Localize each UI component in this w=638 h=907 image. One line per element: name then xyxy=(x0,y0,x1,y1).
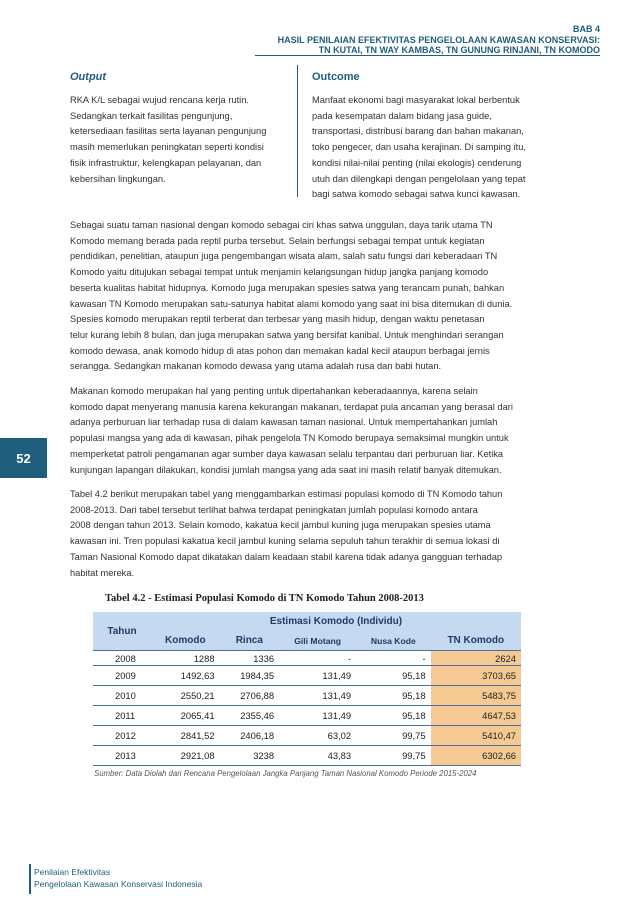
column-header-gili-motang: Gili Motang xyxy=(279,631,356,651)
cell-rinca: 2706,88 xyxy=(220,686,280,706)
table-row xyxy=(93,666,521,686)
page-number-tab xyxy=(0,438,47,478)
body-paragraph-1 xyxy=(70,218,556,375)
footer-accent-bar xyxy=(29,864,31,894)
cell-komodo: 1492,63 xyxy=(151,666,220,686)
body-line: kunjungan lapangan dilakukan, kondisi jumlah mangsa yang ada saat ini masih relatif banyak ditemukan. xyxy=(70,464,502,475)
body-line: Spesies komodo merupakan reptil terberat dan terbesar yang masih hidup, dengan waktu penetasan xyxy=(70,314,485,325)
table-row xyxy=(93,746,521,766)
column-divider xyxy=(297,65,298,197)
body-line: beserta kualitas habitat hidupnya. Komodo juga merupakan spesies satwa yang terancam punah, bahkan xyxy=(70,282,505,293)
body-line: Sebagai suatu taman nasional dengan komodo sebagai ciri khas satwa unggulan, daya tarik utama TN xyxy=(70,220,493,230)
cell-gili-motang: 63,02 xyxy=(279,726,356,746)
body-line: 2008 dengan tahun 2013. Selain komodo, kakatua kecil jambul kuning juga merupakan spesies utama xyxy=(70,520,491,531)
column-header-komodo: Komodo xyxy=(151,631,220,651)
table-row xyxy=(93,706,521,726)
body-line: kawasan TN Komodo merupakan satu-satunya habitat alami komodo yang saat ini bisa ditemukan di dunia. xyxy=(70,298,513,309)
cell-nusa-kode: 95,18 xyxy=(356,666,430,686)
body-line: habitat mereka. xyxy=(70,567,135,578)
body-line: Komodo yaitu ditujukan sebagai tempat untuk menjamin kelangsungan hidup jangka panjang komodo xyxy=(70,267,489,278)
body-line: serangga. Sedangkan makanan komodo dewasa yang utama adalah rusa dan babi hutan. xyxy=(70,361,442,372)
chapter-title-line1: HASIL PENILAIAN EFEKTIVITAS PENGELOLAAN KAWASAN KONSERVASI: xyxy=(277,35,600,45)
cell-komodo: 2841,52 xyxy=(151,726,220,746)
chapter-title-line2: TN KUTAI, TN WAY KAMBAS, TN GUNUNG RINJANI, TN KOMODO xyxy=(318,45,600,55)
output-line: ketersediaan fasilitas serta layanan pengunjung xyxy=(70,126,267,137)
output-line: masih memerlukan peningkatan seperti kondisi xyxy=(70,142,264,153)
cell-year: 2009 xyxy=(93,666,151,686)
cell-rinca: 3238 xyxy=(220,746,280,766)
cell-total: 5483,75 xyxy=(431,686,521,706)
body-line: adanya perburuan liar terhadap rusa di dalam kawasan taman nasional. Untuk mempertahankan jumlah xyxy=(70,417,498,428)
body-line: Komodo memang berada pada reptil purba tersebut. Selain berfungsi sebagai tempat untuk kegiatan xyxy=(70,235,485,246)
cell-year: 2013 xyxy=(93,746,151,766)
output-title: Output xyxy=(70,71,107,83)
body-line: Makanan komodo merupakan hal yang penting untuk dipertahankan keberadaannya, karena selain xyxy=(70,386,478,396)
outcome-line: utuh dan dilengkapi dengan pengelolaan yang tepat xyxy=(312,173,526,184)
body-line: pendidikan, penelitian, ataupun juga pengembangan wisata alam, salah satu fungsi dari keberadaan TN xyxy=(70,251,498,262)
column-header-tn-komodo: TN Komodo xyxy=(431,631,521,651)
cell-gili-motang: 131,49 xyxy=(279,666,356,686)
cell-komodo: 2921,08 xyxy=(151,746,220,766)
body-line: memperketat patroli pengamanan agar sumber daya kawasan selalu terpantau dari perburuan liar. Ketika xyxy=(70,448,504,459)
cell-nusa-kode: 95,18 xyxy=(356,686,430,706)
table-row xyxy=(93,726,521,746)
cell-year: 2012 xyxy=(93,726,151,746)
body-line: komodo dewasa, anak komodo hidup di atas pohon dan memakan kadal kecil ataupun berbagai jernis xyxy=(70,345,490,356)
output-text xyxy=(70,93,287,187)
body-line: telur kurang lebih 8 bulan, dan juga merupakan satwa yang bersifat kanibal. Untuk menghindari serangan xyxy=(70,329,504,340)
outcome-line: transportasi, distribusi barang dan bahan makanan, xyxy=(312,126,524,137)
cell-gili-motang: 131,49 xyxy=(279,706,356,726)
outcome-line: Manfaat ekonomi bagi masyarakat lokal berbentuk xyxy=(312,95,520,105)
footer-line-1: Penilaian Efektivitas xyxy=(34,867,111,877)
cell-year: 2011 xyxy=(93,706,151,726)
cell-total: 4647,53 xyxy=(431,706,521,726)
year-column-header: Tahun xyxy=(93,612,151,651)
cell-nusa-kode: 99,75 xyxy=(356,726,430,746)
cell-rinca: 1984,35 xyxy=(220,666,280,686)
cell-rinca: 1336 xyxy=(220,651,280,666)
outcome-title: Outcome xyxy=(312,71,360,83)
cell-nusa-kode: - xyxy=(356,651,430,666)
outcome-line: toko pengecer, dan usaha kerajinan. Di samping itu, xyxy=(312,142,526,153)
table-caption: Tabel 4.2 - Estimasi Populasi Komodo di TN Komodo Tahun 2008-2013 xyxy=(105,593,424,604)
cell-year: 2008 xyxy=(93,651,151,666)
table-row xyxy=(93,686,521,706)
output-line: fisik infrastruktur, kelengkapan pelayanan, dan xyxy=(70,157,262,168)
outcome-text xyxy=(312,93,557,203)
cell-rinca: 2406,18 xyxy=(220,726,280,746)
header-rule xyxy=(255,55,600,56)
cell-komodo: 2065,41 xyxy=(151,706,220,726)
body-line: komodo dapat menyerang manusia karena kekurangan makanan, terdapat pula ancaman yang berasal dari xyxy=(70,401,513,412)
cell-total: 3703,65 xyxy=(431,666,521,686)
body-line: Tabel 4.2 berikut merupakan tabel yang menggambarkan estimasi populasi komodo di TN Komodo tahun xyxy=(70,489,503,499)
body-line: kawasan ini. Tren populasi kakatua kecil jambul kuning selama sepuluh tahun terakhir di semua lokasi di xyxy=(70,536,500,547)
body-line: Taman Nasional Komodo dapat dikatakan dalam keadaan stabil karena tidak adanya gangguan terhadap xyxy=(70,551,503,562)
cell-nusa-kode: 95,18 xyxy=(356,706,430,726)
output-line: RKA K/L sebagai wujud rencana kerja rutin. xyxy=(70,95,249,105)
cell-gili-motang: - xyxy=(279,651,356,666)
cell-rinca: 2355,46 xyxy=(220,706,280,726)
column-header-nusa-kode: Nusa Kode xyxy=(356,631,430,651)
output-line: kebersihan lingkungan. xyxy=(70,173,166,184)
cell-komodo: 1288 xyxy=(151,651,220,666)
outcome-line: kondisi nilai-nilai penting (nilai ekologis) cenderung xyxy=(312,157,522,168)
cell-komodo: 2550,21 xyxy=(151,686,220,706)
cell-nusa-kode: 99,75 xyxy=(356,746,430,766)
cell-total: 6302,66 xyxy=(431,746,521,766)
cell-total: 2624 xyxy=(431,651,521,666)
outcome-line: bagi satwa komodo sebagai satwa kunci kawasan. xyxy=(312,189,521,200)
column-header-rinca: Rinca xyxy=(220,631,280,651)
body-paragraph-2 xyxy=(70,384,556,478)
table-source-note: Sumber: Data Diolah dari Rencana Pengelolaan Jangka Panjang Taman Nasional Komodo Periode 2015-2024 xyxy=(94,769,477,778)
page-number: 52 xyxy=(16,450,31,466)
output-line: Sedangkan terkait fasilitas pengunjung, xyxy=(70,110,233,121)
body-line: 2008-2013. Dari tabel tersebut terlihat bahwa terdapat peningkatan jumlah populasi komodo antara xyxy=(70,504,478,515)
cell-total: 5410,47 xyxy=(431,726,521,746)
chapter-label: BAB 4 xyxy=(572,24,600,34)
estimate-group-header: Estimasi Komodo (Individu) xyxy=(151,612,521,631)
outcome-line: pada kesempatan dalam bidang jasa guide, xyxy=(312,110,492,121)
table-row xyxy=(93,651,521,666)
body-line: populasi mangsa yang ada di kawasan, pihak pengelola TN Komodo berupaya semaksimal mungkin untuk xyxy=(70,433,509,444)
cell-gili-motang: 43,83 xyxy=(279,746,356,766)
cell-gili-motang: 131,49 xyxy=(279,686,356,706)
cell-year: 2010 xyxy=(93,686,151,706)
komodo-population-table xyxy=(93,612,521,766)
footer-line-2: Pengelolaan Kawasan Konservasi Indonesia xyxy=(34,879,203,889)
body-paragraph-3 xyxy=(70,487,556,581)
